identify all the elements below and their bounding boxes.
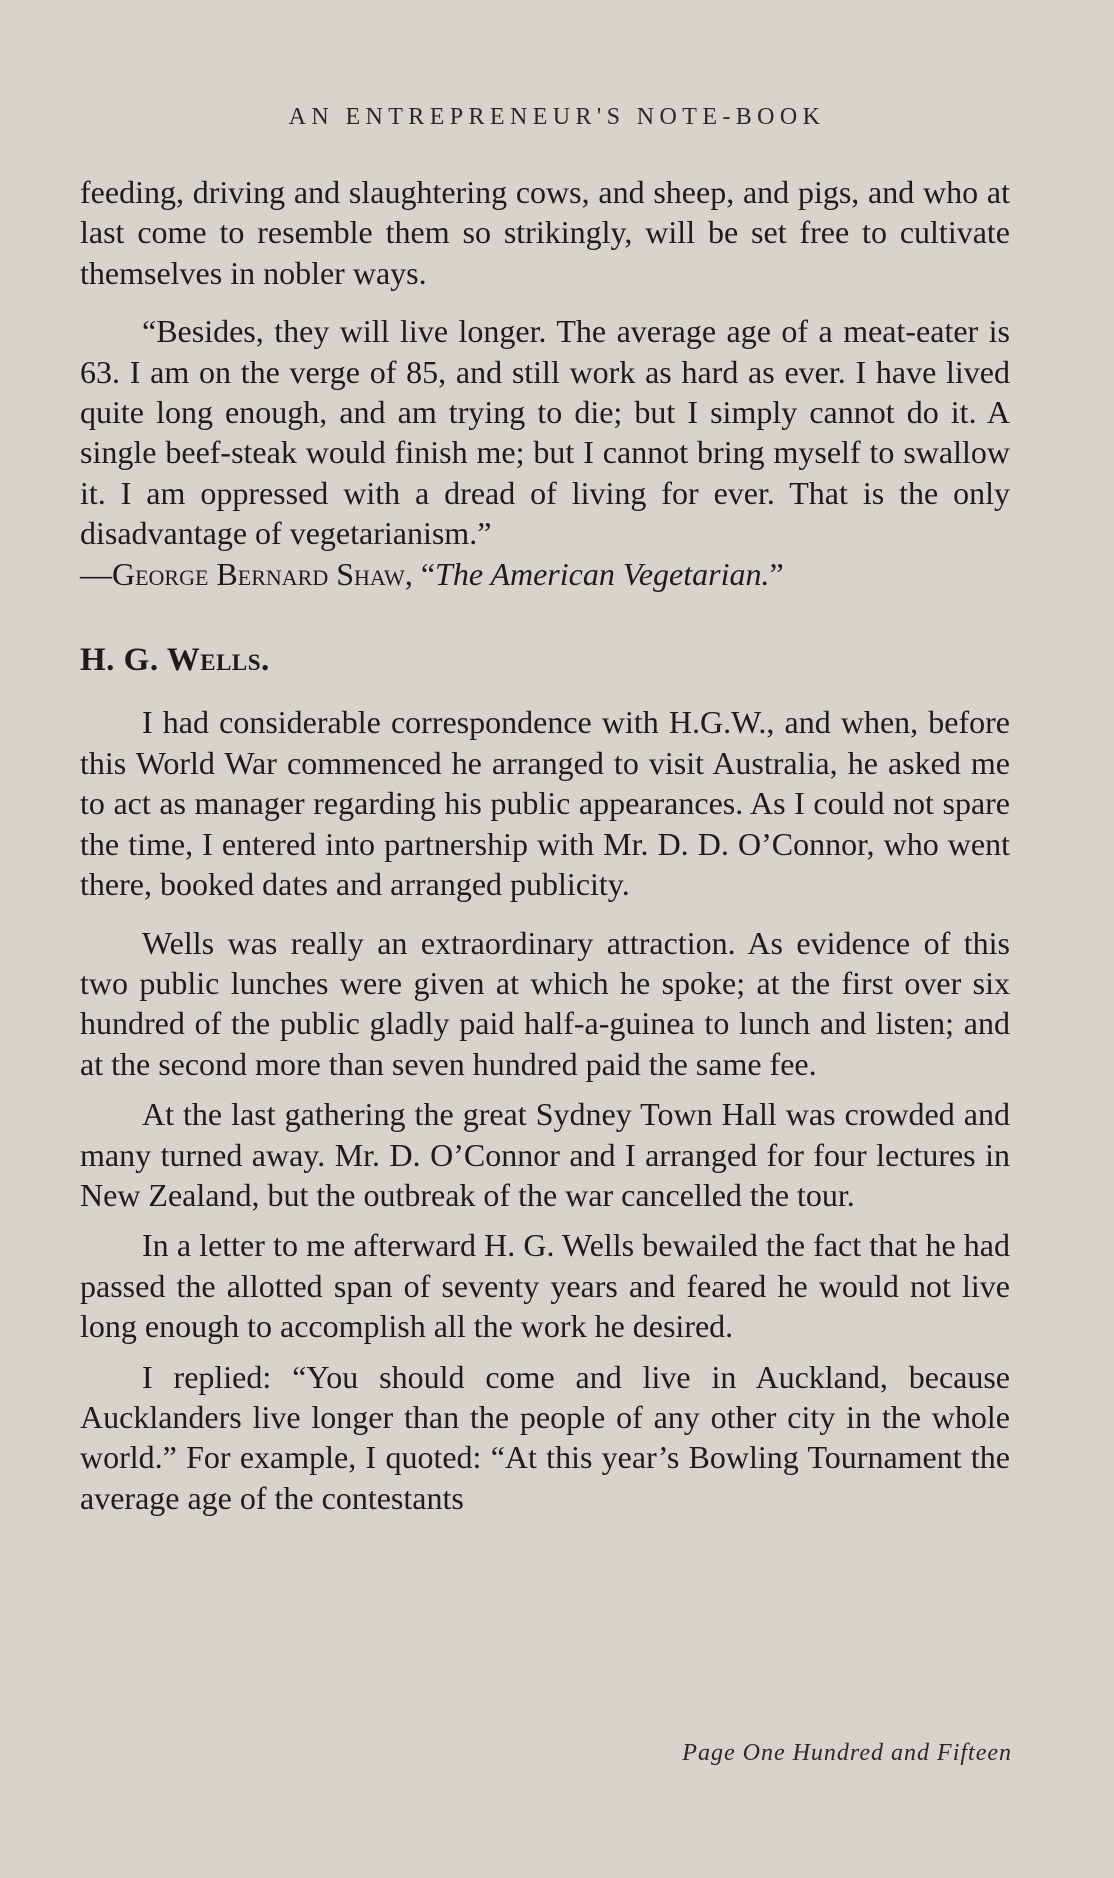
paragraph-continued: feeding, driving and slaughtering cows, and sheep, and pigs, and who at last come to resemble them so strikingly, will be set free to cultivate themselves in nobler ways.	[80, 174, 1010, 291]
paragraph-correspondence: I had considerable correspondence with H.G.W., and when, before this World War commenced he arranged to visit Australia, he asked me to act as manager regarding his public appearances. As I could not spare the time, I entered into partnership with Mr. D. D. O’Connor, who went there, booked dates and arranged publicity.	[80, 704, 1010, 903]
paragraph-reply: I replied: “You should come and live in Auckland, because Aucklanders live longer than the people of any other city in the whole world.” For example, I quoted: “At this year’s Bowling Tournament the average age of the contestants	[80, 1358, 1010, 1516]
attribution-dash: —	[80, 555, 112, 592]
paragraph-letter: In a letter to me afterward H. G. Wells bewailed the fact that he had passed the allotted span of seventy years and feared he would not live long enough to accomplish all the work he desired.	[80, 1227, 1010, 1345]
attribution-author: George Bernard Shaw	[112, 555, 405, 592]
section-heading: H. G. Wells.	[80, 642, 270, 679]
body-text	[80, 172, 1010, 1518]
paragraph-town-hall: At the last gathering the great Sydney Town Hall was crowded and many turned away. Mr. D. O’Connor and I arranged for four lectures in New Zealand, but the outbreak of the war cancelled the tour.	[80, 1096, 1010, 1213]
quote-attribution	[80, 554, 1010, 594]
running-head: AN ENTREPRENEUR'S NOTE-BOOK	[288, 104, 826, 130]
attribution-separator: , “	[404, 555, 436, 592]
page-number: Page One Hundred and Fifteen	[682, 1740, 1012, 1766]
paragraph-attraction: Wells was really an extraordinary attraction. As evidence of this two public lunches were given at which he spoke; at the first over six hundred of the public gladly paid half-a-guinea to lunch and listen; and at the second more than seven hundred paid the same fee.	[80, 924, 1010, 1082]
paragraph-shaw-quote: “Besides, they will live longer. The average age of a meat-eater is 63. I am on the verge of 85, and still work as hard as ever. I have lived quite long enough, and am trying to die; but I simply cannot do it. A single beef-steak would finish me; but I cannot bring myself to swallow it. I am oppressed with a dread of living for ever. That is the only disadvantage of vegetarianism.”	[80, 313, 1010, 552]
attribution-work: The American Vegetarian.	[435, 555, 770, 592]
attribution-close-quote: ”	[769, 555, 784, 592]
